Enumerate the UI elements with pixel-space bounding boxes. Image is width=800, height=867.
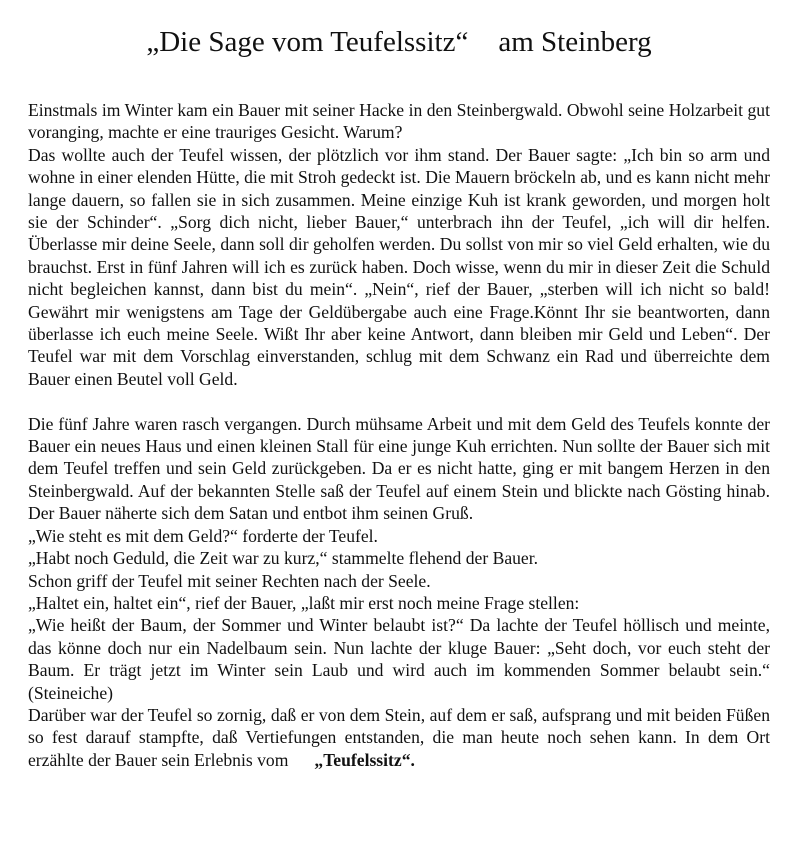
title-sub: am Steinberg — [498, 26, 652, 58]
dialogue-line-3: „Haltet ein, haltet ein“, rief der Bauer, „laßt mir erst noch meine Frage stellen: — [28, 592, 580, 613]
story-body — [28, 99, 770, 771]
closing-bold-title: „Teufelssitz“. — [314, 749, 415, 770]
ending-text: Darüber war der Teufel so zornig, daß er von dem Stein, auf dem er saß, aufsprang und mit beiden Füßen so fest darauf stampfte, daß Vertiefungen entstanden, die man heute noch sehen kann. In dem Ort erzählte der Bauer sein Erlebnis vom — [28, 704, 770, 770]
narration-line: Schon griff der Teufel mit seiner Rechten nach der Seele. — [28, 570, 431, 591]
paragraph-1: Einstmals im Winter kam ein Bauer mit seiner Hacke in den Steinbergwald. Obwohl seine Holzarbeit gut voranging, machte er eine trauriges Gesicht. Warum? — [28, 100, 770, 143]
title-main: „Die Sage vom Teufelssitz“ — [146, 26, 469, 58]
dialogue-line-1: „Wie steht es mit dem Geld?“ forderte der Teufel. — [28, 525, 378, 546]
paragraph-riddle: „Wie heißt der Baum, der Sommer und Winter belaubt ist?“ Da lachte der Teufel höllisch und meinte, das könne doch nur ein Nadelbaum sein. Nun lachte der kluge Bauer: „Seht doch, vor euch steht der Baum. Er trägt jetzt im Winter sein Laub und wird auch im kommenden Sommer belaubt sein.“ (Steineiche) — [28, 615, 770, 703]
paragraph-ending — [28, 704, 770, 771]
page-title — [28, 22, 770, 62]
paragraph-3: Die fünf Jahre waren rasch vergangen. Durch mühsame Arbeit und mit dem Geld des Teufels konnte der Bauer ein neues Haus und einen kleinen Stall für eine junge Kuh errichten. Nun sollte der Bauer sich mit dem Teufel treffen und sein Geld zurückgeben. Da er es nicht hatte, ging er mit bangem Herzen in den Steinbergwald. Auf der bekannten Stelle saß der Teufel auf einem Stein und blickte nach Gösting hinab. Der Bauer näherte sich dem Satan und entbot ihm seinen Gruß. — [28, 413, 770, 524]
dialogue-line-2: „Habt noch Geduld, die Zeit war zu kurz,“ stammelte flehend der Bauer. — [28, 548, 539, 569]
paragraph-2: Das wollte auch der Teufel wissen, der plötzlich vor ihm stand. Der Bauer sagte: „Ich bin so arm und wohne in einer elenden Hütte, die mit Stroh gedeckt ist. Die Mauern bröckeln ab, und es kann nicht mehr lange dauern, so fallen sie in sich zusammen. Meine einzige Kuh ist krank geworden, und morgen holt sie der Schinder“. „Sorg dich nicht, lieber Bauer,“ unterbrach ihn der Teufel, „ich will dir helfen. Überlasse mir deine Seele, dann soll dir geholfen werden. Du sollst von mir so viel Geld erhalten, wie du brauchst. Erst in fünf Jahren will ich es zurück haben. Doch wisse, wenn du mir in dieser Zeit die Schuld nicht begleichen kannst, dann bist du mein“. „Nein“, rief der Bauer, „sterben will ich nicht so bald! Gewährt mir wenigstens am Tage der Geldübergabe auch eine Frage.Könnt Ihr sie beantworten, dann überlasse ich euch meine Seele. Wißt Ihr aber keine Antwort, dann bleiben mir Geld und Leben“. Der Teufel war mit dem Vorschlag einverstanden, schlug mit dem Schwanz ein Rad und überreichte dem Bauer einen Beutel voll Geld. — [28, 144, 770, 389]
